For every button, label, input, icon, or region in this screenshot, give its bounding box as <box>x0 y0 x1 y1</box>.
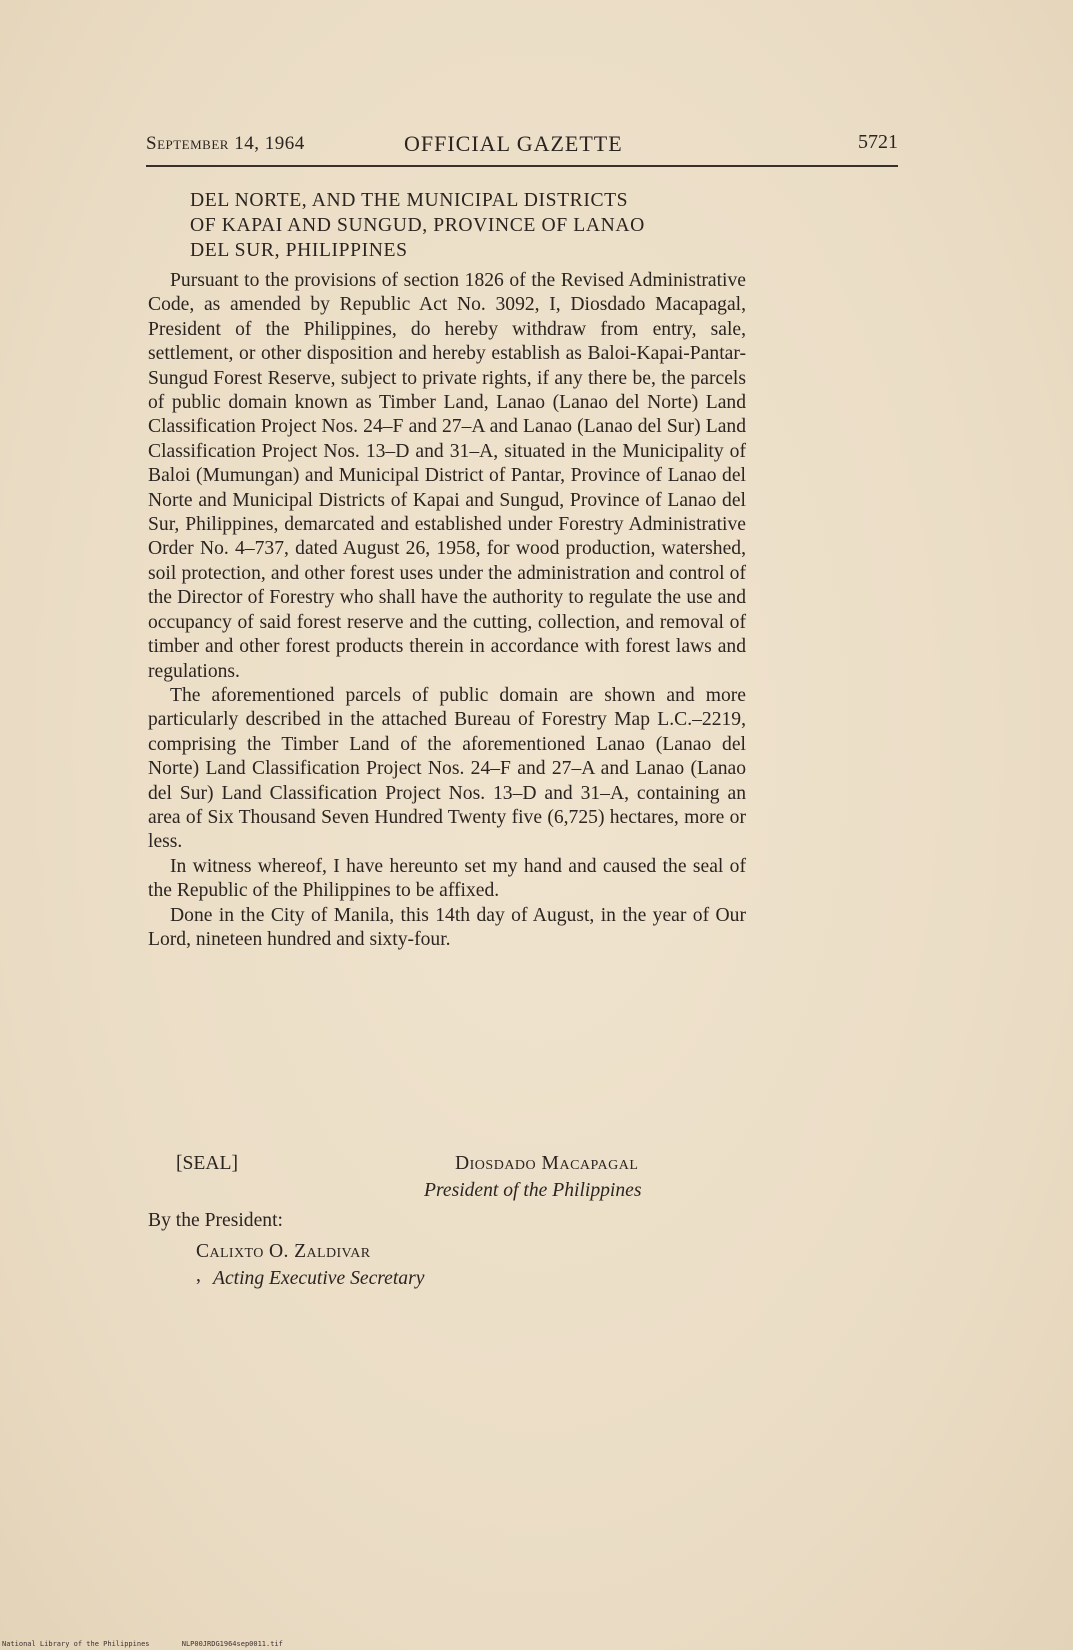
secretary-title: Acting Executive Secretary <box>213 1268 425 1289</box>
paragraph-3: In witness whereof, I have hereunto set my hand and caused the seal of the Republic of the Philippines to be affixed. <box>148 855 746 902</box>
proclamation-title <box>148 188 746 263</box>
document-body <box>148 188 746 952</box>
secretary-mark: , <box>196 1265 201 1286</box>
paragraph-1: Pursuant to the provisions of section 1826 of the Revised Administrative Code, as amended by Republic Act No. 3092, I, Diosdado Macapagal, President of the Philippines, do hereby withdraw from entry, sale, settlement, or other disposition and hereby establish as Baloi-Kapai-Pantar-Sungud Forest Reserve, subject to private rights, if any there be, the parcels of public domain known as Timber Land, Lanao (Lanao del Norte) Land Classification Project Nos. 24–F and 27–A and Lanao (Lanao del Sur) Land Classification Project Nos. 13–D and 31–A, situated in the Municipality of Baloi (Mumungan) and Municipal District of Pantar, Province of Lanao del Norte and Municipal Districts of Kapai and Sungud, Province of Lanao del Sur, Philippines, demarcated and established under Forestry Administrative Order No. 4–737, dated August 26, 1958, for wood production, watershed, soil protection, and other forest uses under the administration and control of the Director of Forestry who shall have the authority to regulate the use and occupancy of said forest reserve and the cutting, collection, and removal of timber and other forest products therein in accordance with forest laws and regulations. <box>148 270 746 682</box>
title-line: DEL SUR, PHILIPPINES <box>190 240 408 261</box>
header-rule <box>146 165 898 167</box>
header-title: OFFICIAL GAZETTE <box>404 131 623 156</box>
scan-footer <box>2 1640 311 1648</box>
paragraph-4: Done in the City of Manila, this 14th day of August, in the year of Our Lord, nineteen hundred and sixty-four. <box>148 904 746 950</box>
footer-library: National Library of the Philippines <box>2 1640 150 1648</box>
president-name: Diosdado Macapagal <box>455 1153 639 1174</box>
page-header <box>146 131 898 161</box>
paragraph-2: The aforementioned parcels of public domain are shown and more particularly described in the attached Bureau of Forestry Map L.C.–2219, comprising the Timber Land of the aforementioned Lanao (Lanao del Norte) Land Classification Project Nos. 24–F and 27–A and Lanao (Lanao del Sur) Land Classification Project Nos. 13–D and 31–A, containing an area of Six Thousand Seven Hundred Twenty five (6,725) hectares, more or less. <box>148 684 746 853</box>
signature-block <box>148 1153 768 1293</box>
footer-file: NLP00JRDG1964sep0011.tif <box>181 1640 283 1648</box>
title-line: OF KAPAI AND SUNGUD, PROVINCE OF LANAO <box>190 215 645 236</box>
by-line: By the President: <box>148 1210 283 1231</box>
secretary-name: Calixto O. Zaldivar <box>196 1241 371 1262</box>
header-page-number: 5721 <box>858 131 898 153</box>
title-line: DEL NORTE, AND THE MUNICIPAL DISTRICTS <box>190 190 629 211</box>
president-title: President of the Philippines <box>424 1180 642 1201</box>
header-date: September 14, 1964 <box>146 133 305 154</box>
seal-label: [SEAL] <box>176 1153 239 1174</box>
